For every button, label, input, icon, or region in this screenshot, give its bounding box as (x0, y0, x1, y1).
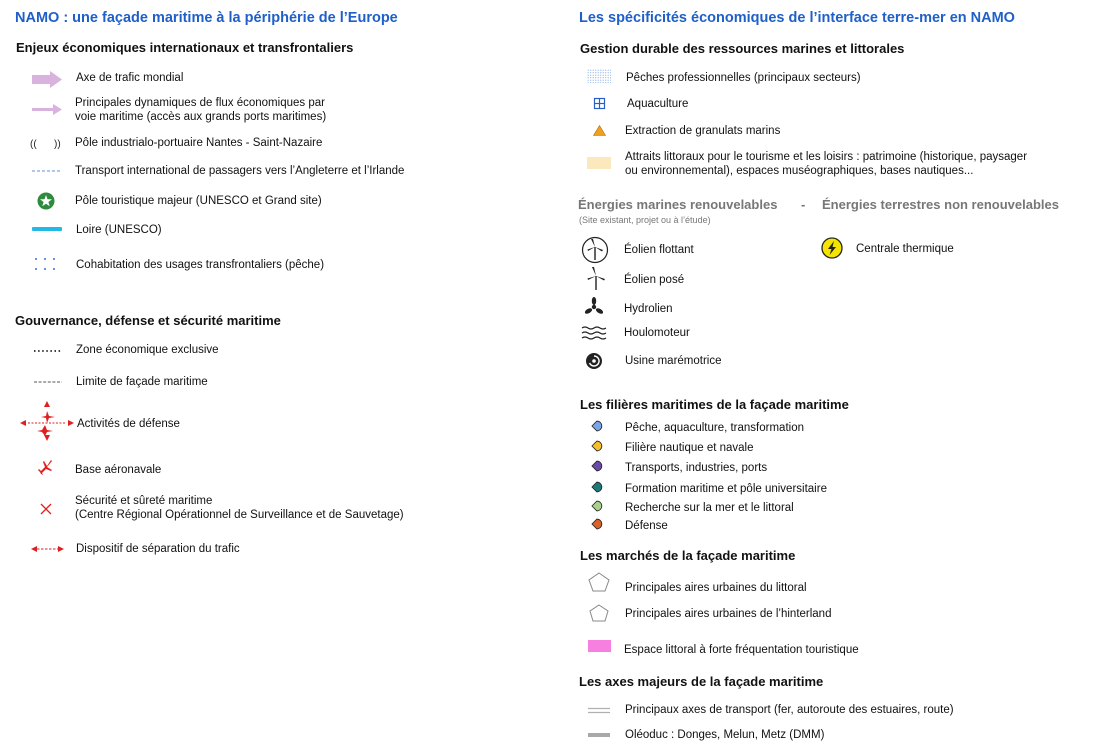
separation-arrow-icon (31, 544, 65, 554)
energy-heading-renewable: Énergies marines renouvelables (578, 197, 778, 212)
legend-label: Oléoduc : Donges, Melun, Metz (DMM) (625, 729, 825, 741)
star-circle-icon (37, 192, 55, 210)
plane-icon (38, 460, 54, 476)
legend-label: Activités de défense (77, 418, 180, 430)
left-title: NAMO : une façade maritime à la périphérie de l’Europe (15, 10, 398, 26)
legend-label: Transports, industries, ports (625, 462, 768, 474)
legend-label: Dispositif de séparation du trafic (76, 543, 240, 555)
legend-label: Sécurité et sûreté maritime (Centre Régional Opérationnel de Surveillance et de Sauvetage) (75, 495, 404, 521)
section-heading-resources: Gestion durable des ressources marines et littorales (580, 41, 905, 56)
drop-icon (593, 440, 605, 454)
dashed-grey-line-icon (34, 379, 64, 385)
cross-icon (40, 503, 52, 515)
right-title: Les spécificités économiques de l’interface terre-mer en NAMO (579, 10, 1015, 26)
legend-label: Pôle touristique majeur (UNESCO et Grand site) (75, 195, 322, 207)
drop-icon (593, 481, 605, 495)
section-heading-governance: Gouvernance, défense et sécurité maritime (15, 313, 281, 328)
energy-heading-nonrenewable: Énergies terrestres non renouvelables (822, 197, 1059, 212)
hydrolien-icon (584, 297, 604, 317)
thin-arrow-icon (32, 104, 64, 116)
beige-rect-icon (587, 157, 611, 169)
legend-label: Limite de façade maritime (76, 376, 208, 388)
section-heading-economic: Enjeux économiques internationaux et transfrontaliers (16, 40, 354, 55)
legend-label: Principaux axes de transport (fer, autoroute des estuaires, route) (625, 704, 954, 716)
drop-icon (593, 518, 605, 532)
aquaculture-grid-icon (594, 98, 605, 109)
legend-label: Pôle industrialo-portuaire Nantes - Saint-Nazaire (75, 137, 323, 149)
section-heading-axes: Les axes majeurs de la façade maritime (579, 674, 824, 689)
legend-label: Espace littoral à forte fréquentation touristique (624, 644, 859, 656)
legend-label: Attraits littoraux pour le tourisme et les loisirs : patrimoine (historique, paysager ou environnemental), espaces muséographiques, bases nautiques... (625, 151, 1028, 177)
legend-label: Hydrolien (624, 303, 673, 315)
legend-label: Usine marémotrice (625, 355, 722, 367)
svg-text:((: (( (30, 139, 37, 150)
triangle-icon (593, 125, 606, 136)
legend-label: Formation maritime et pôle universitaire (625, 483, 827, 495)
svg-text:)): )) (54, 139, 61, 150)
legend-label: Axe de trafic mondial (76, 72, 184, 84)
pentagon-icon (589, 604, 609, 622)
river-line-icon (32, 226, 62, 232)
legend-label: Filière nautique et navale (625, 442, 754, 454)
legend-label: Cohabitation des usages transfrontaliers (pêche) (76, 259, 325, 271)
legend-label: Éolien flottant (624, 244, 694, 256)
energy-heading-separator: - (801, 197, 806, 212)
pentagon-icon (588, 572, 610, 592)
thick-arrow-icon (32, 71, 64, 89)
legend-label: Zone économique exclusive (76, 344, 219, 356)
dots-grid-icon (34, 257, 60, 273)
legend-label: Pêches professionnelles (principaux secteurs) (626, 72, 861, 84)
legend-label: Houlomoteur (624, 327, 690, 339)
legend-label: Pêche, aquaculture, transformation (625, 422, 804, 434)
double-line-icon (588, 707, 612, 715)
drop-icon (593, 460, 605, 474)
legend-label: Aquaculture (627, 98, 689, 110)
legend-label: Recherche sur la mer et le littoral (625, 502, 794, 514)
fishing-dots-icon (587, 69, 611, 83)
legend-label: Base aéronavale (75, 464, 162, 476)
legend-label: Défense (625, 520, 668, 532)
drop-icon (593, 420, 605, 434)
legend-label: Loire (UNESCO) (76, 224, 162, 236)
fixed-wind-icon (585, 266, 607, 292)
defense-arrows-icon (20, 401, 74, 441)
tidal-icon (585, 352, 603, 370)
legend-label: Centrale thermique (856, 243, 954, 255)
lightning-icon (821, 237, 843, 259)
legend-label: Principales dynamiques de flux économiques par voie maritime (accès aux grands ports maritimes) (75, 97, 327, 123)
legend-label: Extraction de granulats marins (625, 125, 781, 137)
section-heading-marches: Les marchés de la façade maritime (580, 548, 796, 563)
pink-rect-icon (588, 640, 611, 652)
dotted-line-icon (34, 348, 64, 354)
legend-label: Éolien posé (624, 274, 685, 286)
energy-note: (Site existant, projet ou à l’étude) (579, 215, 711, 225)
grey-bar-icon (588, 733, 610, 737)
legend-label: Principales aires urbaines de l’hinterland (625, 608, 832, 620)
wave-icon (582, 326, 608, 340)
dashed-line-icon (32, 168, 64, 174)
port-bracket-icon (30, 137, 64, 149)
legend-label: Principales aires urbaines du littoral (625, 582, 807, 594)
floating-wind-icon (581, 236, 609, 264)
drop-icon (593, 500, 605, 514)
section-heading-filieres: Les filières maritimes de la façade maritime (580, 397, 849, 412)
legend-label: Transport international de passagers vers l’Angleterre et l’Irlande (75, 165, 405, 177)
